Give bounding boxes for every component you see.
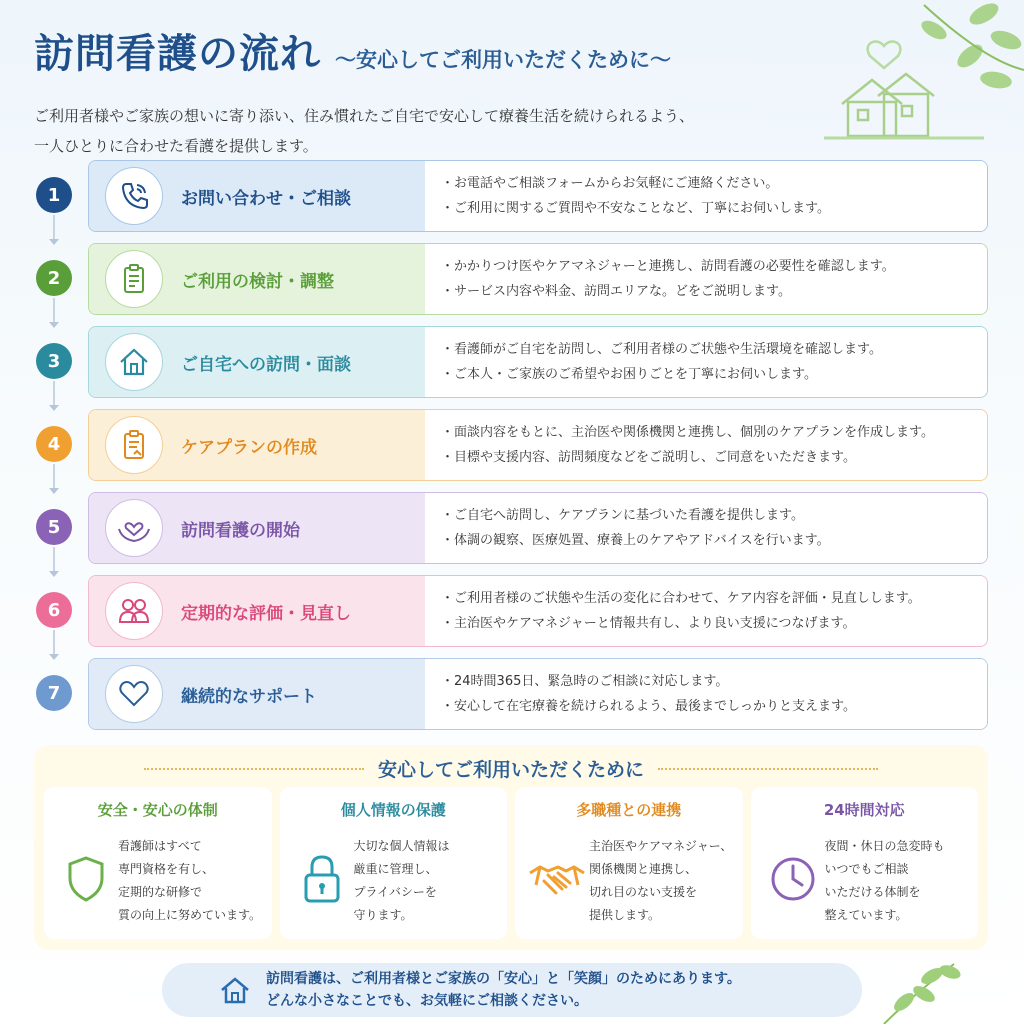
house-icon	[220, 976, 250, 1004]
step-number: 4	[36, 426, 72, 462]
feature-line: 専門資格を有し、	[118, 862, 215, 876]
feature-title: 安全・安心の体制	[97, 801, 218, 819]
intro-text	[34, 101, 794, 161]
step-line: ・ 24時間365日、緊急時のご相談に対応します。	[441, 669, 973, 694]
feature-title: 個人情報の保護	[340, 801, 446, 819]
document-icon	[105, 416, 163, 474]
leaf-decoration-icon	[874, 954, 964, 1024]
step-description	[425, 410, 987, 480]
step-line: ・ お電話やご相談フォームからお気軽にご連絡ください。	[441, 171, 973, 196]
step-number: 2	[36, 260, 72, 296]
panel-title: 安心してご利用いただくために	[377, 759, 644, 781]
step-connector-arrow	[53, 298, 55, 326]
step-number: 5	[36, 509, 72, 545]
flow-steps	[30, 160, 990, 741]
feature-line: 守ります。	[353, 908, 413, 922]
step-number: 6	[36, 592, 72, 628]
step-card	[88, 409, 988, 481]
feature-line: 質の向上に努めています。	[118, 908, 262, 922]
heart-icon	[105, 665, 163, 723]
feature-line: 看護師はすべて	[118, 839, 202, 853]
page-subtitle: 〜安心してご利用いただくために〜	[335, 48, 671, 72]
step-line: ・ 主治医やケアマネジャーと情報共有し、より良い支援につなげます。	[441, 611, 973, 636]
step-connector-arrow	[53, 547, 55, 575]
step-line: ・ ご利用に関するご質問や不安なことなど、丁寧にお伺いします。	[441, 196, 973, 221]
feature-line: 厳重に管理し、	[353, 862, 438, 876]
step-description	[425, 327, 987, 397]
assurance-panel	[34, 745, 988, 950]
step-line: ・ サービス内容や料金、訪問エリアな。どをご説明します。	[441, 279, 973, 304]
step-7	[30, 658, 990, 730]
step-connector-arrow	[53, 215, 55, 243]
dotted-divider	[658, 768, 878, 770]
step-connector-arrow	[53, 381, 55, 409]
footer-text	[266, 968, 741, 1012]
step-connector-arrow	[53, 464, 55, 492]
step-line: ・ 安心して在宅療養を続けられるよう、最後までしっかりと支えます。	[441, 694, 973, 719]
handshake-icon	[527, 849, 587, 909]
feature-line: 夜間・休日の急変時も	[824, 839, 945, 853]
step-card	[88, 160, 988, 232]
clock-icon	[763, 849, 823, 909]
step-number: 7	[36, 675, 72, 711]
step-title: お問い合わせ・ご相談	[181, 188, 351, 209]
heart-hands-icon	[105, 499, 163, 557]
step-description	[425, 576, 987, 646]
step-line: ・ 面談内容をもとに、主治医や関係機関と連携し、個別のケアプランを作成します。	[441, 420, 973, 445]
step-description	[425, 244, 987, 314]
phone-icon	[105, 167, 163, 225]
step-card	[88, 575, 988, 647]
step-1	[30, 160, 990, 232]
lock-icon	[292, 849, 352, 909]
house-icon	[105, 333, 163, 391]
step-line: ・ ご本人・ご家族のご希望やお困りごとを丁寧にお伺いします。	[441, 362, 973, 387]
dotted-divider	[144, 768, 364, 770]
step-description	[425, 493, 987, 563]
feature-line: 関係機関と連携し、	[589, 862, 698, 876]
feature-title: 多職種との連携	[576, 801, 682, 819]
step-line: ・ 目標や支援内容、訪問頻度などをご説明し、ご同意をいただきます。	[441, 445, 973, 470]
step-description	[425, 659, 987, 729]
step-card	[88, 658, 988, 730]
intro-line-2: 一人ひとりに合わせた看護を提供します。	[34, 137, 318, 155]
step-2	[30, 243, 990, 315]
step-5	[30, 492, 990, 564]
footer-line-2: どんな小さなことでも、お気軽にご相談ください。	[266, 993, 588, 1009]
feature-line: 大切な個人情報は	[353, 839, 450, 853]
step-title: ご利用の検討・調整	[181, 271, 334, 292]
feature-line: 定期的な研修で	[118, 885, 203, 899]
step-card	[88, 243, 988, 315]
step-line: ・ ご利用者様のご状態や生活の変化に合わせて、ケア内容を評価・見直しします。	[441, 586, 973, 611]
feature-text	[118, 835, 278, 927]
step-line: ・ 体調の観察、医療処置、療養上のケアやアドバイスを行います。	[441, 528, 973, 553]
feature-text	[825, 835, 985, 927]
footer-line-1: 訪問看護は、ご利用者様とご家族の「安心」と「笑顔」のためにあります。	[266, 971, 741, 987]
step-card	[88, 492, 988, 564]
feature-card-privacy	[280, 787, 508, 939]
feature-text	[589, 835, 749, 927]
step-line: ・ かかりつけ医やケアマネジャーと連携し、訪問看護の必要性を確認します。	[441, 254, 973, 279]
feature-title: 24時間対応	[823, 801, 905, 819]
feature-card-24h	[751, 787, 979, 939]
step-title: ケアプランの作成	[181, 437, 317, 458]
step-line: ・ 看護師がご自宅を訪問し、ご利用者様のご状態や生活環境を確認します。	[441, 337, 973, 362]
step-title: 定期的な評価・見直し	[181, 603, 351, 624]
footer-message	[162, 963, 862, 1017]
step-number: 1	[36, 177, 72, 213]
step-title: 訪問看護の開始	[181, 520, 300, 541]
step-title: 継続的なサポート	[181, 686, 317, 707]
header	[34, 22, 794, 161]
step-description	[425, 161, 987, 231]
people-icon	[105, 582, 163, 640]
step-line: ・ ご自宅へ訪問し、ケアプランに基づいた看護を提供します。	[441, 503, 973, 528]
feature-line: いただける体制を	[824, 885, 921, 899]
feature-line: プライバシーを	[353, 885, 437, 899]
step-3	[30, 326, 990, 398]
step-card	[88, 326, 988, 398]
house-leaves-decoration-icon	[784, 0, 1024, 160]
feature-card-collaboration	[515, 787, 743, 939]
feature-line: いつでもご相談	[824, 862, 909, 876]
step-number: 3	[36, 343, 72, 379]
clipboard-icon	[105, 250, 163, 308]
step-connector-arrow	[53, 630, 55, 658]
step-title: ご自宅への訪問・面談	[181, 354, 351, 375]
feature-line: 主治医やケアマネジャー、	[589, 839, 733, 853]
page-title: 訪問看護の流れ	[34, 31, 321, 77]
feature-text	[354, 835, 514, 927]
feature-line: 切れ目のない支援を	[589, 885, 698, 899]
feature-line: 提供します。	[589, 908, 661, 922]
intro-line-1: ご利用者様やご家族の想いに寄り添い、住み慣れたご自宅で安心して療養生活を続けられるよう、	[34, 107, 695, 125]
feature-card-safety	[44, 787, 272, 939]
step-4	[30, 409, 990, 481]
shield-icon	[56, 849, 116, 909]
step-6	[30, 575, 990, 647]
feature-list	[44, 787, 978, 939]
feature-line: 整えています。	[824, 908, 908, 922]
